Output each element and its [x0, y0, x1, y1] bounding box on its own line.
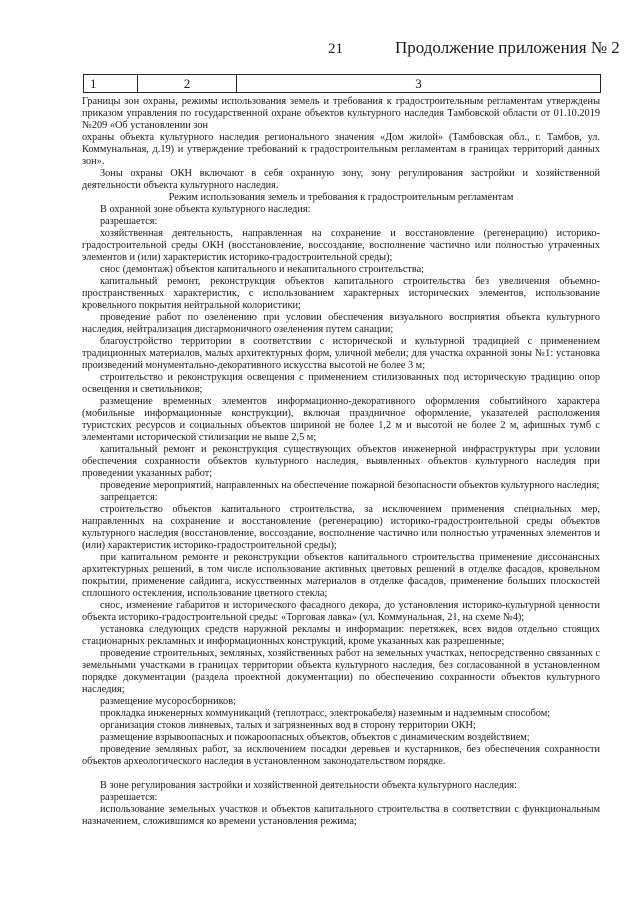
paragraph: прокладка инженерных коммуникаций (теплотрасс, электрокабеля) наземным и надземным способом; [100, 708, 551, 719]
page-number: 21 [328, 41, 343, 57]
paragraph: Режим использования земель и требования к градостроительным регламентам [168, 192, 514, 203]
paragraph-spacer [82, 768, 600, 780]
paragraph: при капитальном ремонте и реконструкции объектов капитального строительства применение диссонансных архитектурных решений, в том числе использование активных цветовых решений в отделке фасадов, кровельном покрытии, применение сайдинга, искусственных материалов в отделке фасадов, применение больших плоскостей сплошного остекления, использование цветного стекла; [82, 552, 600, 599]
column-number-2: 2 [138, 75, 237, 93]
paragraph: Зоны охраны ОКН включают в себя охранную зону, зону регулирования застройки и хозяйственной деятельности объекта культурного наследия. [82, 168, 600, 191]
paragraph: благоустройство территории в соответствии с исторической и культурной традицией с применением традиционных материалов, малых архитектурных форм, уличной мебели; для участка охранной зоны №1: установка произведений монументально-декоративного искусства высотой не более 3 м; [82, 336, 600, 371]
paragraph: проведение строительных, земляных, хозяйственных работ на земельных участках, непосредственно связанных с земельными участками в границах территории объекта культурного наследия, без согласованной в установленном порядке документации (раздела проектной документации) по обеспечению сохранности объектов культурного наследия; [82, 648, 600, 695]
paragraph: строительство и реконструкция освещения с применением стилизованных под историческую традицию опор освещения и светильников; [82, 372, 600, 395]
paragraph: снос, изменение габаритов и исторического фасадного декора, до установления историко-культурной ценности объекта историко-градостроительной среды: «Торговая лавка» (ул. Коммунальная, 21, на схеме №4); [82, 600, 600, 623]
column-header-table [83, 74, 601, 93]
continuation-heading: Продолжение приложения № 2 [395, 38, 620, 57]
paragraph: охраны объекта культурного наследия регионального значения «Дом жилой» (Тамбовская обл., г. Тамбов, ул. Коммунальная, д.19) и утверждение требований к градостроительным регламентам в границах территорий данных зон». [82, 132, 600, 167]
paragraph: размещение взрывоопасных и пожароопасных объектов, объектов с динамическим воздействием; [100, 732, 530, 743]
paragraph: размещение временных элементов информационно-декоративного оформления событийного характера (мобильные информационные конструкции), включая праздничное оформление, указателей расположения туристских ресурсов и социальных объектов шириной не более 1,2 м и высотой не более 2 м, афишных тумб с элементами исторической стилизации не выше 2,5 м; [82, 396, 600, 443]
column-number-3: 3 [237, 75, 601, 93]
paragraph: строительство объектов капитального строительства, за исключением применения специальных мер, направленных на сохранение и восстановление (регенерацию) историко-градостроительной среды объектов культурного наследия (восстановление, воссоздание, восполнение частично или полностью утраченных элементов и (или) характеристик историко-градостроительной среды); [82, 504, 600, 551]
document-body [82, 96, 600, 828]
paragraph: Границы зон охраны, режимы использования земель и требования к градостроительным регламентам утверждены приказом управления по государственной охране объектов культурного наследия Тамбовской области от 01.10.2019 №209 «Об установлении зон [82, 96, 600, 131]
paragraph: В зоне регулирования застройки и хозяйственной деятельности объекта культурного наследия: [100, 780, 517, 791]
paragraph: снос (демонтаж) объектов капитального и некапитального строительства; [100, 264, 425, 275]
paragraph: организация стоков ливневых, талых и загрязненных вод в сторону территории ОКН; [100, 720, 476, 731]
paragraph: проведение работ по озеленению при условии обеспечения визуального восприятия объекта культурного наследия, нейтрализация дисгармоничного озеленения путем санации; [82, 312, 600, 335]
paragraph: капитальный ремонт и реконструкция существующих объектов инженерной инфраструктуры при условии обеспечения сохранности объектов культурного наследия, выявленных объектов культурного наследия при проведении указанных работ; [82, 444, 600, 479]
paragraph: разрешается: [100, 216, 158, 227]
paragraph: хозяйственная деятельность, направленная на сохранение и восстановление (регенерацию) историко-градостроительной среды ОКН (восстановление, воссоздание, восполнение частично или полностью утраченных элементов и (или) характеристик историко-градостроительной среды); [82, 228, 600, 263]
paragraph: установка следующих средств наружной рекламы и информации: перетяжек, всех видов отдельно стоящих стационарных рекламных и информационных конструкций, кроме указанных как разрешенные; [82, 624, 600, 647]
paragraph: капитальный ремонт, реконструкция объектов капитального строительства без увеличения объемно-пространственных характеристик, с использованием характерных исторических элементов, использование кровельного покрытия нейтральной колористики; [82, 276, 600, 311]
paragraph: В охранной зоне объекта культурного наследия: [100, 204, 311, 215]
paragraph: разрешается: [100, 792, 158, 803]
paragraph: использование земельных участков и объектов капитального строительства в соответствии с функциональным назначением, сложившимся ко времени установления режима; [82, 804, 600, 827]
paragraph: запрещается: [100, 492, 158, 503]
column-number-1: 1 [84, 75, 138, 93]
paragraph: проведение земляных работ, за исключением посадки деревьев и кустарников, без обеспечения сохранности объектов археологического наследия в установленном законодательством порядке. [82, 744, 600, 767]
paragraph: размещение мусоросборников; [100, 696, 236, 707]
paragraph: проведение мероприятий, направленных на обеспечение пожарной безопасности объектов культурного наследия; [100, 480, 600, 491]
